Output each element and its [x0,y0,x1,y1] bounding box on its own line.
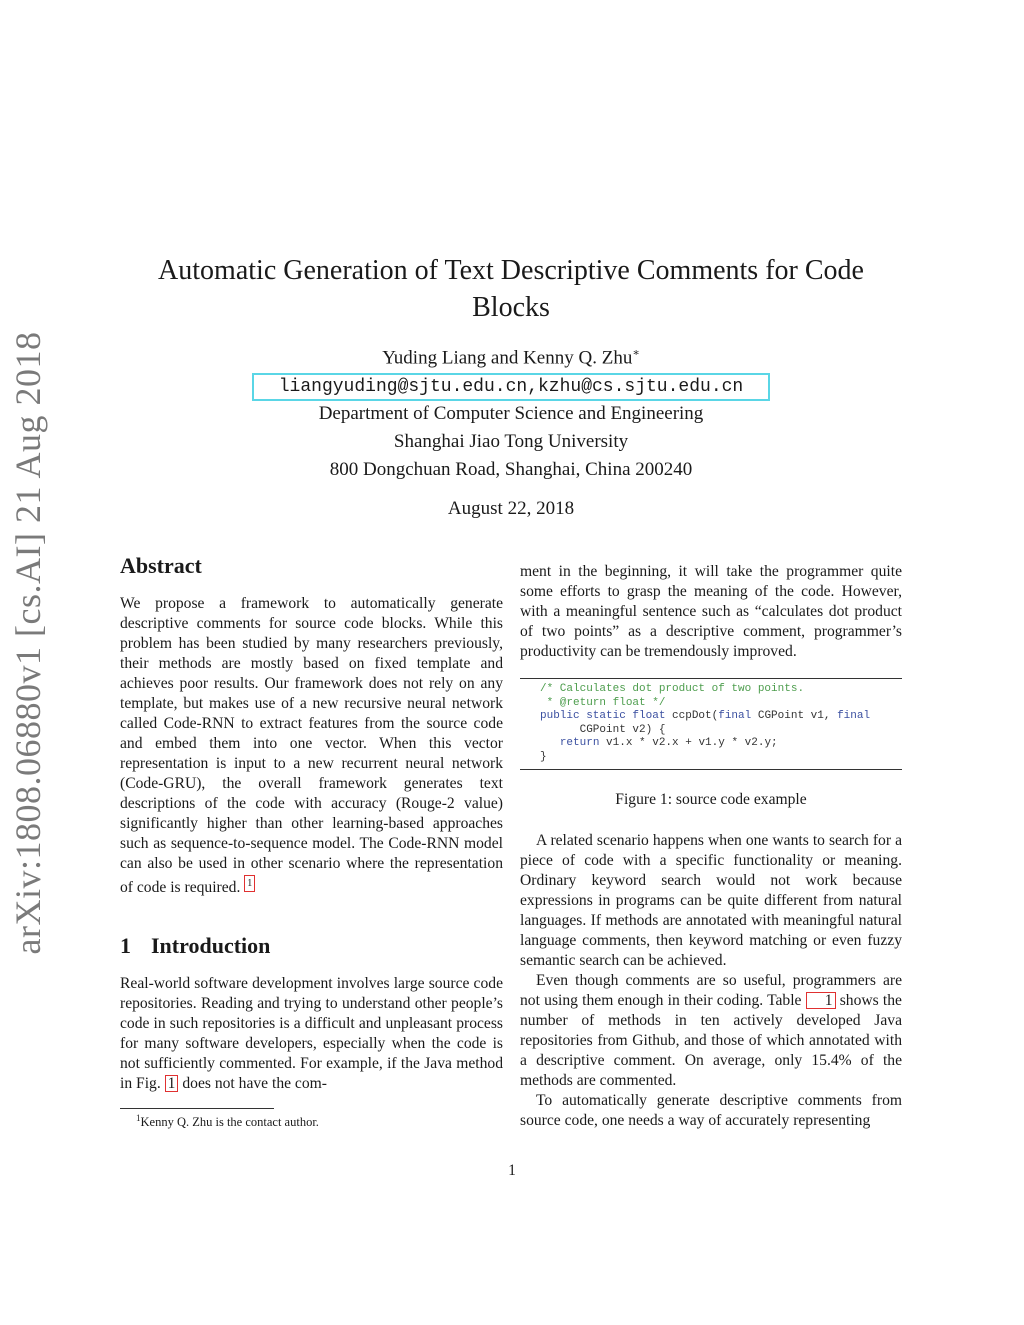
abstract-heading: Abstract [120,553,202,578]
authors-names: Yuding Liang and Kenny Q. Zhu [382,347,633,369]
figure-bottom-rule [520,769,902,770]
authors-mark: ∗ [632,347,640,359]
page-number: 1 [508,1162,516,1179]
left-column [120,553,503,1094]
footnote-ref-link[interactable]: 1 [244,875,255,892]
authors [120,346,902,369]
right-para-3: Even though comments are so useful, programmers are not using them enough in their coding. Table 1 shows the number of methods in ten actively developed Java repositories from Github, and those of which annotated with a descriptive comment. On average, only 15.4% of the methods are commented. [520,972,902,1089]
paper-title [120,252,902,326]
code-block: /* Calculates dot product of two points. * @return float */ public static float ccpDot(final CGPoint v1, final CGPoint v2) { return v1.x * v2.x + v1.y * v2.y; } [540,683,871,763]
intro-heading: 1 Introduction [120,933,271,959]
footnote: $^1$Kenny Q. Zhu is the contact author. [136,1113,319,1130]
right-column-top [520,562,902,662]
figure-caption: Figure 1: source code example [615,791,807,808]
right-para-1: ment in the beginning, it will take the programmer quite some efforts to grasp the meaning of the code. However, with a meaningful sentence such as “calculates dot product of two points” as a descriptive comment, programmer’s productivity can be tremendously improved. [520,563,902,660]
footnote-rule [120,1108,274,1109]
email-link[interactable]: liangyuding@sjtu.edu.cn,kzhu@cs.sjtu.edu.cn [252,373,770,401]
affiliation-address: 800 Dongchuan Road, Shanghai, China 200240 [329,459,693,480]
fig-ref-link[interactable]: 1 [165,1075,179,1092]
right-para-4: To automatically generate descriptive comments from source code, one needs a way of accurately representing [520,1092,902,1129]
affiliation-univ: Shanghai Jiao Tong University [393,431,629,452]
abstract-text: We propose a framework to automatically generate descriptive comments for source code blocks. While this problem has been studied by many researchers previously, their methods are mostly based on fixed template and achieves poor results. Our framework does not rely on any template, but makes use of a new recursive neural network called Code-RNN to extract features from the source code and embed them into one vector. When this vector representation is input to a new recurrent neural network (Code-GRU), the overall framework generates text descriptions of the code with accuracy (Rouge-2 value) significantly higher than other learning-based approaches such as sequence-to-sequence model. The Code-RNN model can also be used in other scenario where the representation of code is required. $^1$ [120,595,503,897]
table-ref-link[interactable]: 1 [806,992,836,1009]
right-para-2: A related scenario happens when one wants to search for a piece of code with a specific functionality or meaning. Ordinary keyword search would not work because expressions in programs can be quite different from natural languages. If methods are annotated with meaningful natural language comments, then keyword matching or even fuzzy semantic search can be achieved. [520,832,902,969]
title-line-2: Blocks [472,292,550,323]
paper-date: August 22, 2018 [447,498,575,519]
figure-top-rule [520,678,902,679]
affiliation-dept: Department of Computer Science and Engineering [318,403,704,424]
arxiv-sidebar-stamp: arXiv:1808.06880v1 [cs.AI] 21 Aug 2018 [8,331,48,955]
title-line-1: Automatic Generation of Text Descriptive Comments for Code [158,255,864,286]
intro-text: Real-world software development involves large source code repositories. Reading and trying to understand other people’s code in such repositories is a difficult and unpleasant process for many software developers, especially when the code is not sufficiently commented. For example, if the Java method in Fig. 1 does not have the com- [120,975,503,1093]
right-column-bottom [520,831,902,1131]
